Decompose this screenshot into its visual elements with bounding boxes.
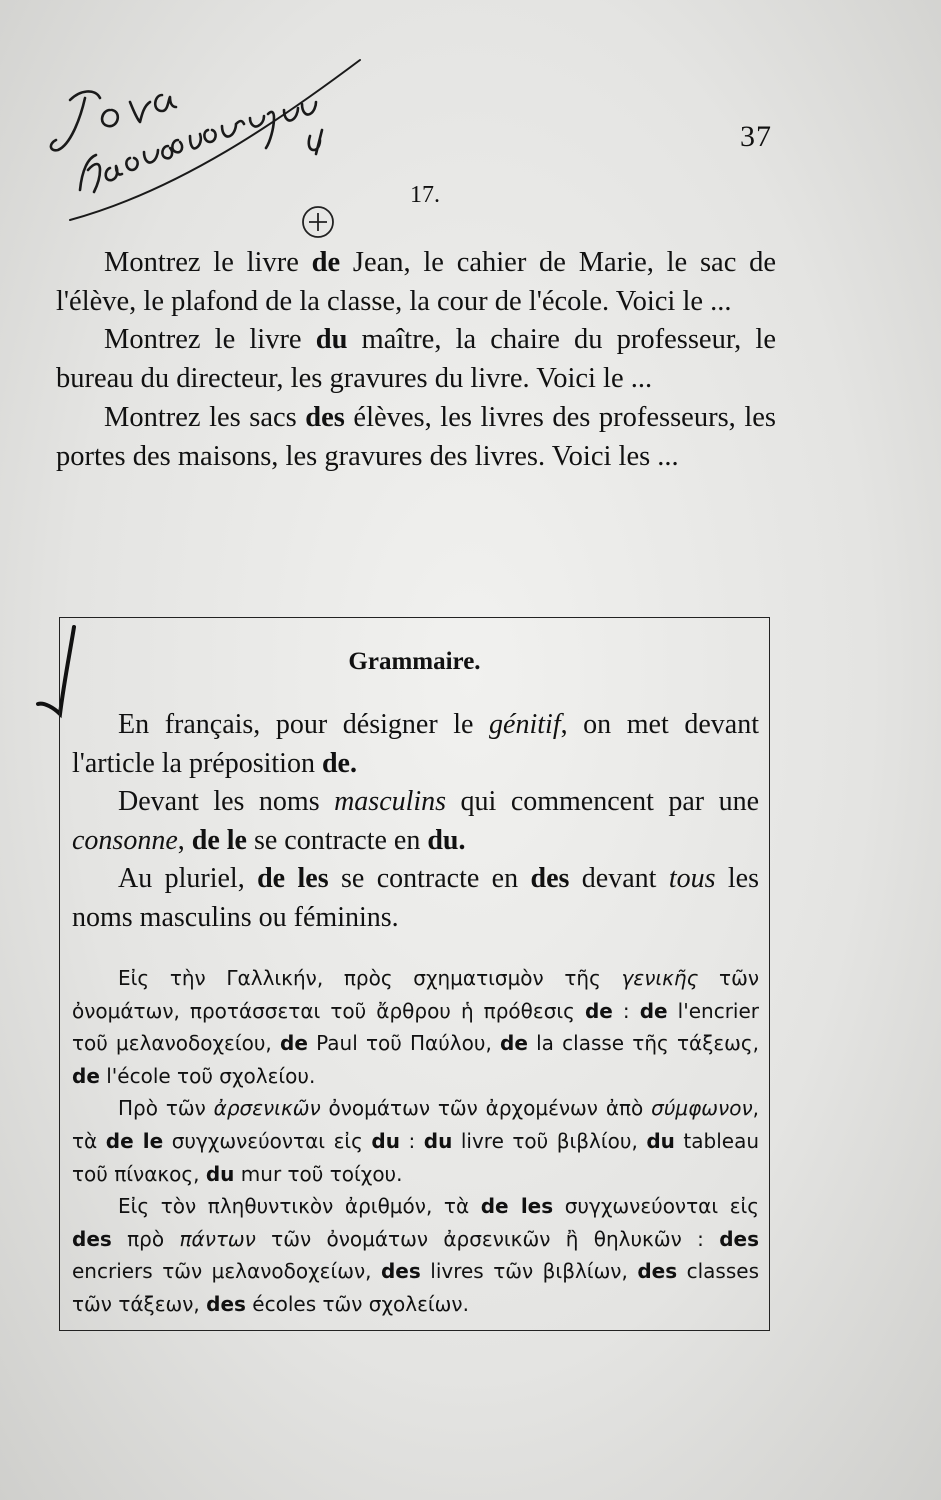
bold-term: du [315,324,348,356]
text-run: , [177,824,192,856]
text-run: l'encrier τοῦ μελανοδοχείου, [72,998,760,1056]
text-run: maître, la chaire du professeur, le bureau du directeur, les gravures du livre. Voici le ... [56,324,776,395]
grammar-paragraph [72,783,759,860]
text-run: livre τοῦ βιβλίου, [452,1128,647,1153]
greek-paragraph [72,962,759,1092]
exercise-text [56,244,776,476]
text-run: Πρὸ τῶν [118,1096,214,1121]
bold-term: des [530,863,570,894]
italic-term: πάντων [179,1226,256,1251]
section-number: 17. [410,182,440,208]
grammar-paragraph [72,706,759,783]
italic-term: σύμφωνον [651,1096,753,1121]
italic-term: tous [668,863,716,894]
text-run: Jean, le cahier de Marie, le sac de l'élève, le plafond de la classe, la cour de l'école. Voici le ... [56,247,776,317]
text-run: , on met devant l'article la préposition [72,709,759,779]
bold-term: de [584,998,613,1023]
bold-term: des [637,1259,678,1284]
bold-term: de le [105,1128,164,1153]
bold-term: de les [480,1194,554,1219]
bold-term: du [371,1128,400,1153]
text-run: συγχωνεύονται εἰς [163,1128,372,1153]
text-run: συγχωνεύονται εἰς [553,1194,760,1219]
bold-term: du [205,1161,235,1186]
text-run: écoles τῶν σχολείων. [245,1291,469,1316]
text-run: En français, pour désigner le [118,709,490,740]
text-run: Montrez les sacs [104,401,306,433]
greek-paragraph [72,1190,759,1320]
text-run: tableau τοῦ πίνακος, [72,1128,760,1186]
text-run: Au pluriel, [118,863,258,894]
text-run: l'école τοῦ σχολείου. [99,1063,316,1088]
text-run: les noms masculins ou féminins. [72,863,760,933]
grammar-paragraph [72,860,759,937]
text-run: Paul τοῦ Παύλου, [307,1031,501,1056]
grammar-box [59,617,770,1331]
text-run: , τὰ [72,1096,759,1153]
text-run: se contracte en [246,824,428,856]
text-run: encriers τῶν μελανοδοχείων, [72,1259,381,1284]
bold-term: des [305,401,345,433]
bold-term: du [423,1128,453,1153]
bold-term: des [719,1226,759,1251]
exercise-paragraph [56,244,776,321]
text-run: : [612,998,640,1023]
bold-term: de [500,1031,528,1056]
text-run: qui commencent par une [446,786,759,817]
page-number: 37 [740,120,772,153]
text-run: classes τῶν τάξεων, [72,1259,759,1316]
italic-term: génitif [489,709,561,740]
grammar-rules-french [72,706,759,937]
italic-term: ἀρσενικῶν [213,1096,321,1121]
grammar-rules-greek [72,962,759,1321]
handwritten-name-signature [40,40,370,240]
italic-term: consonne [72,824,178,856]
bold-term: du. [427,824,466,856]
bold-term: du [646,1128,675,1153]
bold-term: de [280,1031,308,1056]
text-run: devant [569,863,669,894]
text-run: τῶν ὀνομάτων ἀρσενικῶν ἢ θηλυκῶν : [255,1226,720,1251]
text-run: Montrez le livre [104,247,312,278]
text-run: τῶν ὀνομάτων, προτάσσεται τοῦ ἄρθρου ἡ πρόθεσις [72,966,759,1023]
bold-term: des [380,1259,421,1284]
bold-term: de. [321,747,357,779]
text-run: élèves, les livres des professeurs, les portes des maisons, les gravures des livres. Voici les ... [56,401,776,472]
bold-term: de [72,1063,100,1088]
bold-term: de les [257,863,329,894]
text-run: mur τοῦ τοίχου. [234,1161,403,1186]
text-run: Montrez le livre [104,324,316,356]
italic-term: masculins [334,786,447,817]
bold-term: des [72,1226,112,1251]
bold-term: de [639,998,668,1023]
text-run: Εἰς τὸν πληθυντικὸν ἀριθμόν, τὰ [118,1194,481,1219]
text-run: Devant les noms [118,786,335,817]
circled-plus-mark [300,204,336,240]
bold-term: des [206,1291,246,1316]
text-run: se contracte en [328,863,531,894]
text-run: livres τῶν βιβλίων, [420,1259,638,1284]
exercise-paragraph [56,399,776,476]
exercise-paragraph [56,321,776,398]
text-run: πρὸ [111,1226,180,1251]
text-run: : [399,1128,424,1153]
text-run: ὀνομάτων τῶν ἀρχομένων ἀπὸ [320,1096,652,1121]
bold-term: de [311,247,341,278]
text-run: Εἰς τὴν Γαλλικήν, πρὸς σχηματισμὸν τῆς [118,966,622,990]
bold-term: de le [191,824,247,856]
text-run: la classe τῆς τάξεως, [527,1031,760,1056]
italic-term: γενικῆς [621,966,699,990]
greek-paragraph [72,1092,759,1190]
grammar-title: Grammaire. [348,648,481,675]
